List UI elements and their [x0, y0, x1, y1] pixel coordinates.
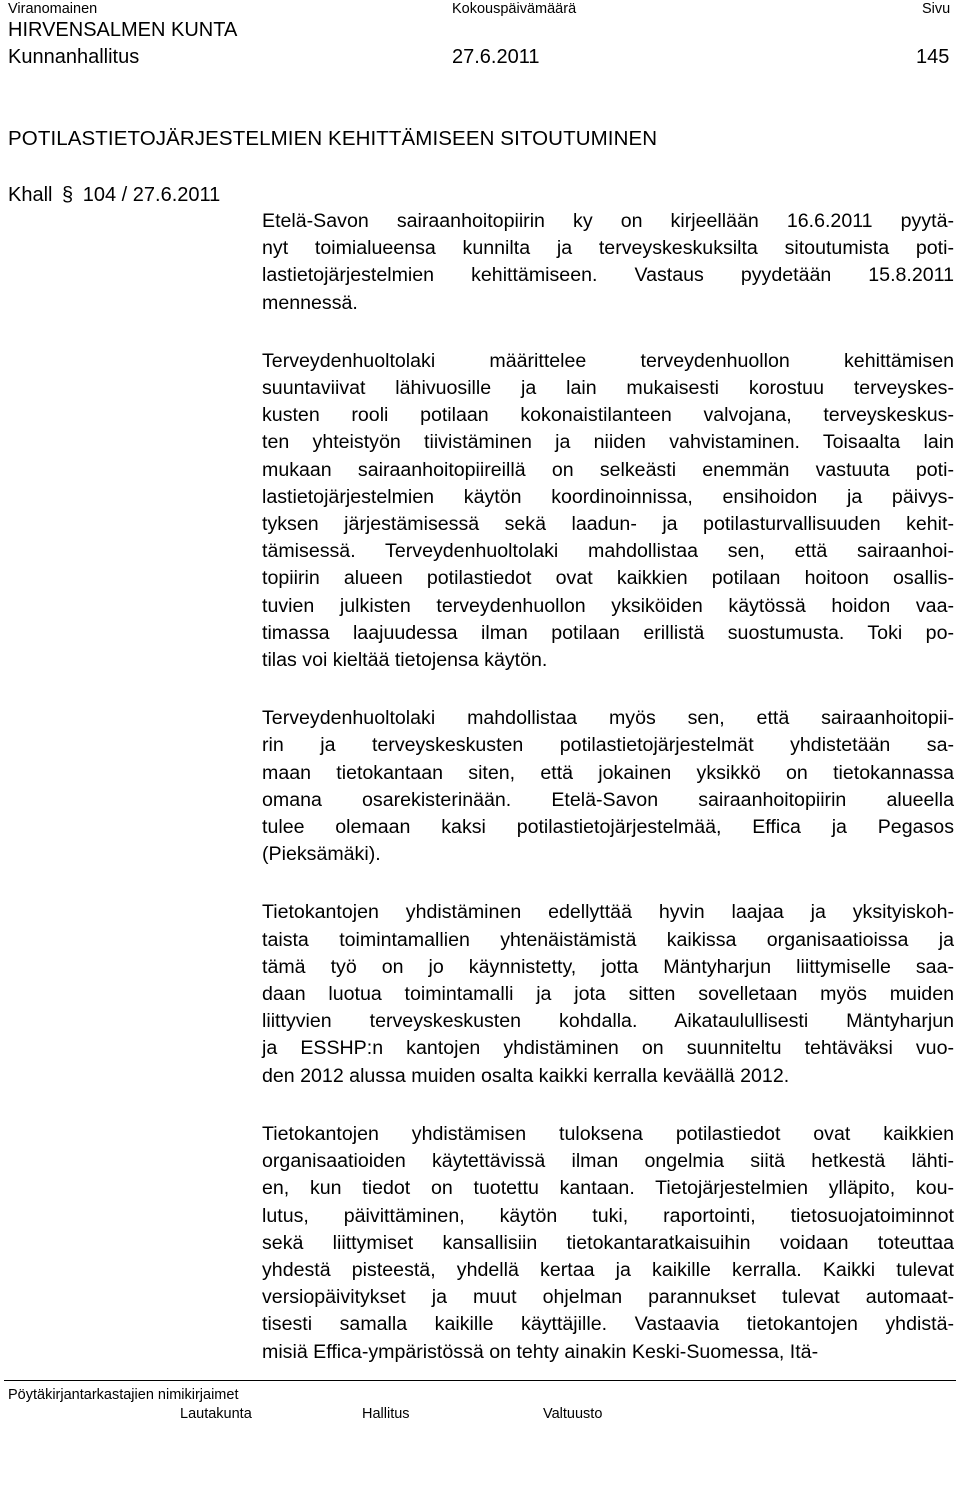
paragraph-line: mennessä.	[262, 291, 358, 314]
paragraph-line: tulee olemaan kaksi potilastietojärjestelmää, Effica ja Pegasos	[262, 816, 954, 839]
header-page-label: Sivu	[922, 1, 951, 17]
meeting-date: 27.6.2011	[452, 46, 540, 68]
paragraph-line: lastietojärjestelmien kehittämiseen. Vastaus pyydetään 15.8.2011	[262, 264, 954, 287]
paragraph-line: mukaan sairaanhoitopiireillä on selkeästi enemmän vastuuta poti-	[262, 458, 954, 481]
footer-valtuusto: Valtuusto	[543, 1406, 603, 1422]
board-name: Kunnanhallitus	[8, 46, 140, 68]
paragraph-line: Terveydenhuoltolaki määrittelee terveydenhuollon kehittämisen	[262, 349, 954, 372]
paragraph-line: tuvien julkisten terveydenhuollon yksiköiden käytössä hoidon vaa-	[262, 594, 954, 617]
page-number: 145	[916, 46, 950, 68]
footer-lautakunta: Lautakunta	[180, 1406, 252, 1422]
paragraph-line: organisaatioiden käytettävissä ilman ongelmia siitä hetkestä lähti-	[262, 1150, 954, 1173]
paragraph-line: en, kun tiedot on tuotettu kantaan. Tietojärjestelmien ylläpito, kou-	[262, 1177, 954, 1200]
section-label: Khall	[8, 184, 53, 206]
paragraph-line: maan tietokantaan siten, että jokainen yksikkö on tietokannassa	[262, 761, 954, 784]
paragraph	[262, 348, 954, 674]
signatures-label: Pöytäkirjantarkastajien nimikirjaimet	[8, 1387, 239, 1403]
paragraph-line: Etelä-Savon sairaanhoitopiirin ky on kirjeellään 16.6.2011 pyytä-	[262, 210, 954, 232]
paragraph-line: Tietokantojen yhdistäminen edellyttää hyvin laajaa ja yksityiskoh-	[262, 901, 954, 924]
paragraph-line: misiä Effica-ympäristössä on tehty ainakin Keski-Suomessa, Itä-	[262, 1340, 819, 1363]
paragraph-line: sekä liittymiset kansallisiin tietokantaratkaisuihin voidaan toteuttaa	[262, 1231, 954, 1254]
section-reference	[8, 182, 220, 208]
paragraph-line: taista toimintamallien yhtenäistämistä kaikissa organisaatioissa ja	[262, 928, 954, 951]
paragraph-line: yhdestä pisteestä, yhdellä kertaa ja kaikille kerralla. Kaikki tulevat	[262, 1258, 954, 1281]
paragraph-line: lutus, päivittäminen, käytön tuki, raportointi, tietosuojatoiminnot	[262, 1204, 954, 1227]
header-authority-label: Viranomainen	[8, 1, 98, 17]
authority-name: HIRVENSALMEN KUNTA	[8, 19, 238, 41]
paragraph	[262, 705, 954, 868]
paragraph	[262, 208, 954, 317]
paragraph-line: lastietojärjestelmien käytön koordinoinnissa, ensihoidon ja päivys-	[262, 485, 954, 508]
paragraph-line: liittyvien terveyskeskusten kohdalla. Aikataulullisesti Mäntyharjun	[262, 1010, 954, 1033]
paragraph-line: daan luotua toimintamalli ja jota sitten sovelletaan myös muiden	[262, 983, 954, 1006]
paragraph	[262, 899, 954, 1089]
paragraph-line: timassa laajuudessa ilman potilaan erillistä suostumusta. Toki po-	[262, 621, 954, 644]
section-symbol: §	[62, 184, 74, 206]
paragraph-line: rin ja terveyskeskusten potilastietojärjestelmät yhdistetään sa-	[262, 734, 954, 757]
footer-hallitus: Hallitus	[362, 1406, 410, 1422]
body-text	[262, 208, 954, 1397]
document-title: POTILASTIETOJÄRJESTELMIEN KEHITTÄMISEEN SITOUTUMINEN	[8, 127, 658, 150]
paragraph-line: tilas voi kieltää tietojensa käytön.	[262, 649, 548, 672]
paragraph-line: omana osarekisterinään. Etelä-Savon sairaanhoitopiirin alueella	[262, 788, 954, 811]
paragraph-line: kusten rooli potilaan kokonaistilanteen valvojana, terveyskeskus-	[262, 404, 954, 427]
paragraph-line: suuntaviivat lähivuosille ja lain mukaisesti korostuu terveyskes-	[262, 377, 954, 400]
paragraph-line: Terveydenhuoltolaki mahdollistaa myös sen, että sairaanhoitopii-	[262, 707, 954, 730]
paragraph-line: tämä työ on jo käynnistetty, jotta Mäntyharjun liittymiselle saa-	[262, 955, 954, 978]
paragraph-line: tämisessä. Terveydenhuoltolaki mahdollistaa sen, että sairaanhoi-	[262, 540, 954, 563]
paragraph-line: ja ESSHP:n kantojen yhdistäminen on suunniteltu tehtäväksi vuo-	[262, 1037, 954, 1060]
paragraph-line: den 2012 alussa muiden osalta kaikki kerralla keväällä 2012.	[262, 1064, 790, 1087]
paragraph-line: (Pieksämäki).	[262, 843, 381, 866]
header-date-label: Kokouspäivämäärä	[452, 1, 577, 17]
section-number-date: 104 / 27.6.2011	[82, 184, 221, 206]
paragraph-line: tyksen järjestämisessä sekä laadun- ja potilasturvallisuuden kehit-	[262, 513, 954, 536]
paragraph-line: ten yhteistyön tiivistäminen ja niiden vahvistaminen. Toisaalta lain	[262, 431, 954, 454]
paragraph-line: Tietokantojen yhdistämisen tuloksena potilastiedot ovat kaikkien	[262, 1122, 954, 1145]
paragraph-line: topiirin alueen potilastiedot ovat kaikkien potilaan hoitoon osallis-	[262, 567, 954, 590]
footer-divider	[4, 1380, 956, 1381]
paragraph	[262, 1121, 954, 1366]
paragraph-line: nyt toimialueensa kunnilta ja terveyskeskuksilta sitoutumista poti-	[262, 237, 954, 260]
paragraph-line: versiopäivitykset ja muut ohjelman parannukset tulevat automaat-	[262, 1286, 954, 1309]
paragraph-line: tisesti samalla kaikille käyttäjille. Vastaavia tietokantojen yhdistä-	[262, 1313, 954, 1336]
